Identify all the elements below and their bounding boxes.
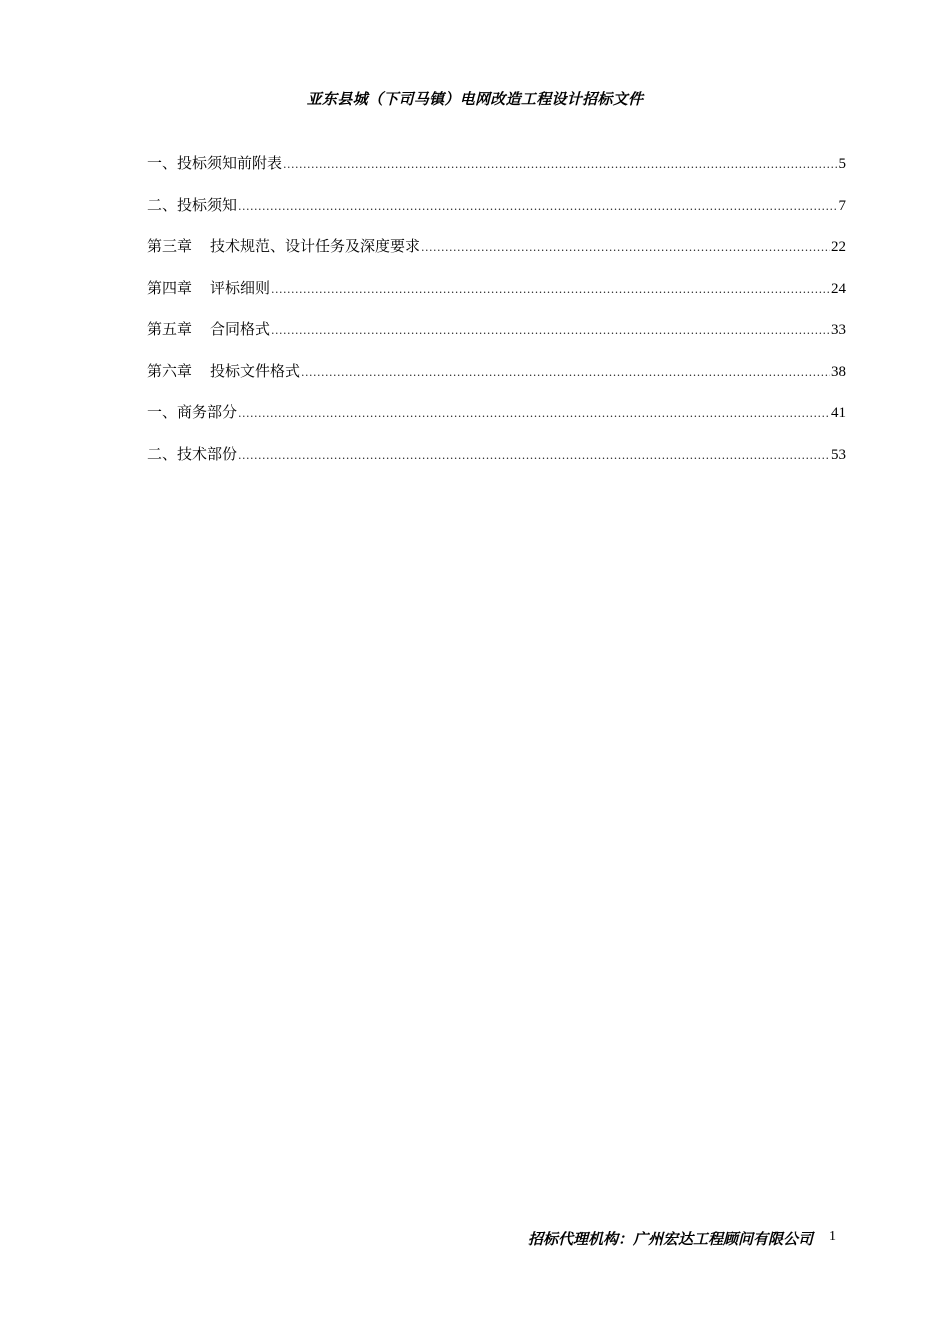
toc-entry-label — [147, 234, 420, 258]
toc-entry-title: 合同格式 — [210, 320, 271, 338]
footer-page-number: 1 — [829, 1229, 836, 1244]
toc-entry-label — [147, 442, 237, 466]
toc-page-number: 38 — [831, 363, 846, 380]
table-of-contents — [147, 151, 846, 483]
toc-entry-prefix: 第三章 — [147, 237, 193, 255]
toc-entry-label — [147, 193, 237, 217]
toc-page-number: 41 — [831, 405, 846, 421]
toc-entry-label — [147, 359, 300, 383]
toc-entry-prefix: 二、投标须知 — [147, 195, 238, 214]
toc-entry-6[interactable] — [147, 359, 846, 401]
toc-dot-leader — [271, 319, 830, 343]
toc-entry-4[interactable] — [147, 276, 846, 318]
toc-dot-leader — [238, 402, 830, 426]
toc-entry-prefix: 第四章 — [147, 278, 193, 297]
toc-entry-1[interactable] — [147, 151, 846, 193]
toc-entry-prefix: 一、商务部分 — [147, 403, 238, 421]
toc-dot-leader — [283, 153, 837, 177]
toc-page-number: 7 — [838, 197, 846, 214]
toc-dot-leader — [301, 361, 830, 385]
toc-entry-prefix: 一、投标须知前附表 — [147, 154, 283, 172]
toc-entry-label — [147, 276, 270, 300]
toc-entry-label — [147, 151, 282, 175]
toc-entry-title: 评标细则 — [210, 278, 271, 297]
toc-page-number: 53 — [831, 446, 846, 463]
toc-page-number: 5 — [838, 156, 846, 172]
toc-entry-prefix: 第五章 — [147, 320, 193, 338]
toc-entry-title: 投标文件格式 — [210, 361, 301, 380]
toc-entry-8[interactable] — [147, 442, 846, 484]
toc-page-number: 24 — [831, 280, 846, 297]
document-header-title: 亚东县城（下司马镇）电网改造工程设计招标文件 — [306, 90, 644, 108]
footer-agency-name: 招标代理机构：广州宏达工程顾问有限公司 — [527, 1230, 813, 1248]
toc-entry-3[interactable] — [147, 234, 846, 276]
toc-dot-leader — [238, 444, 830, 468]
toc-entry-title: 技术规范、设计任务及深度要求 — [210, 237, 421, 255]
toc-page-number: 33 — [831, 322, 846, 338]
toc-page-number: 22 — [831, 239, 846, 255]
toc-entry-label — [147, 400, 237, 424]
toc-entry-5[interactable] — [147, 317, 846, 359]
toc-dot-leader — [421, 236, 830, 260]
toc-entry-prefix: 第六章 — [147, 361, 193, 380]
toc-entry-7[interactable] — [147, 400, 846, 442]
toc-dot-leader — [271, 278, 830, 302]
toc-dot-leader — [238, 195, 837, 219]
toc-entry-prefix: 二、技术部份 — [147, 444, 238, 463]
toc-entry-2[interactable] — [147, 193, 846, 235]
toc-entry-label — [147, 317, 270, 341]
